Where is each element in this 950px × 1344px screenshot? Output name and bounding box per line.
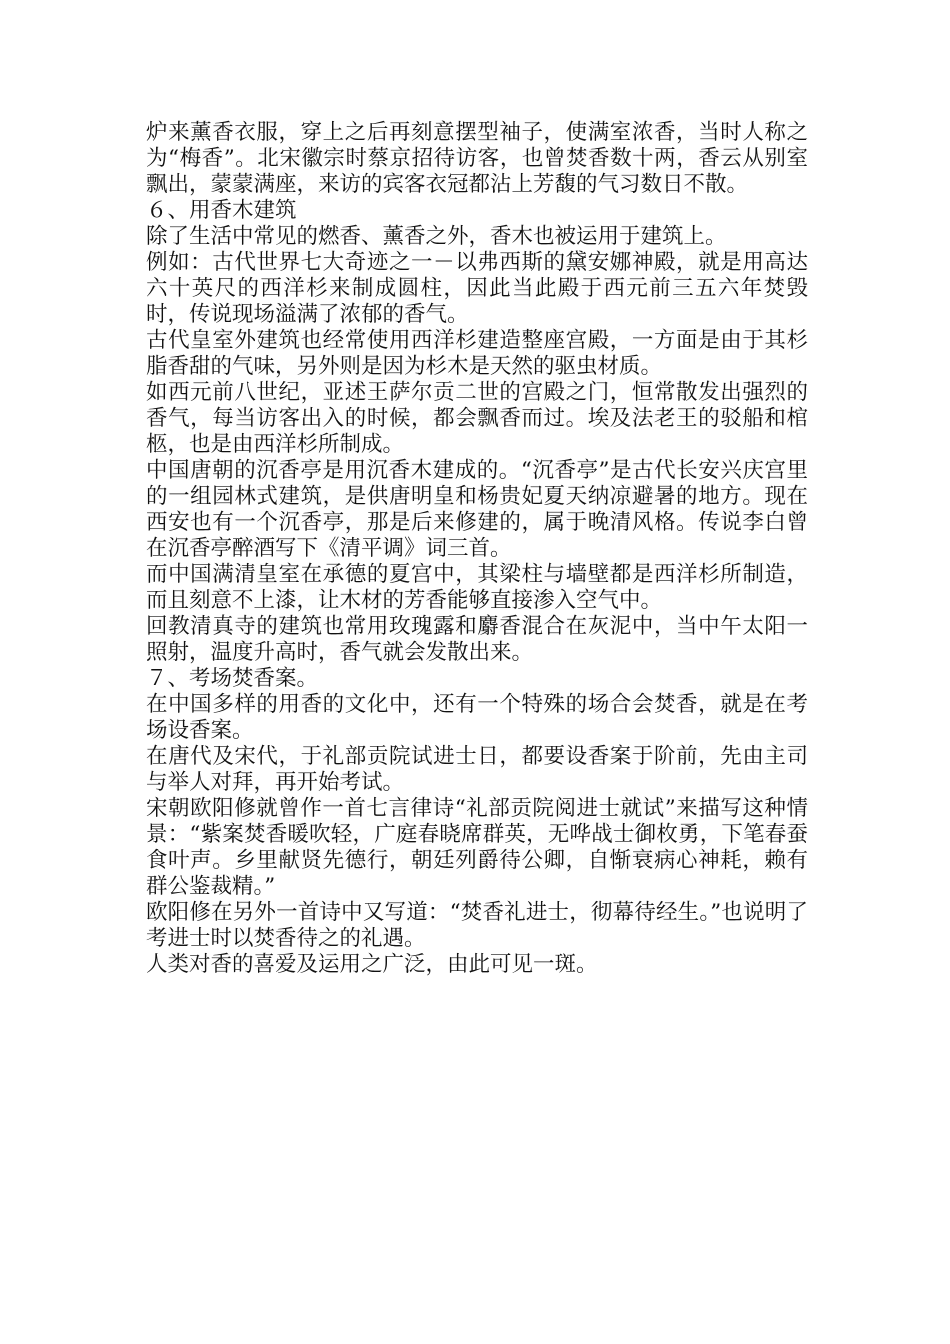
section-heading-wood-architecture: ６、用香木建筑: [146, 198, 297, 223]
paragraph-chenxiang-pavilion: 中国唐朝的沉香亭是用沉香木建成的。“沉香亭”是古代长安兴庆宫里的一组园林式建筑，是供唐明皇和杨贵妃夏天纳凉避暑的地方。现在西安也有一个沉香亭，那是后来修建的，属于晚清风格。传说李白曾在沉香亭醉酒写下《清平调》词三首。: [146, 458, 808, 561]
paragraph-assyria-egypt: 如西元前八世纪，亚述王萨尔贡二世的宫殿之门，恒常散发出强烈的香气，每当访客出入的时候，都会飘香而过。埃及法老王的驳船和棺柩，也是由西洋杉所制成。: [146, 380, 808, 457]
paragraph-ouyang-xiu-poem: 宋朝欧阳修就曾作一首七言律诗“礼部贡院阅进士就试”来描写这种情景：“紫案焚香暖吹轻，广庭春晓席群英，无哗战士御枚勇，下笔春蚕食叶声。乡里献贤先德行，朝廷列爵待公卿，自惭衰病心神耗，赖有群公鉴裁精。”: [146, 796, 808, 899]
paragraph-qing-summer-palace: 而中国满清皇室在承德的夏宫中，其梁柱与墙壁都是西洋杉所制造，而且刻意不上漆，让木材的芳香能够直接渗入空气中。: [146, 562, 808, 613]
paragraph-wood-intro: 除了生活中常见的燃香、薰香之外，香木也被运用于建筑上。: [146, 224, 727, 249]
paragraph-diana-temple: 例如：古代世界七大奇迹之一－以弗西斯的黛安娜神殿，就是用高达六十英尺的西洋杉来制成圆柱，因此当此殿于西元前三五六年焚毁时，传说现场溢满了浓郁的香气。: [146, 250, 808, 327]
paragraph-conclusion: 人类对香的喜爱及运用之广泛，由此可见一斑。: [146, 952, 598, 977]
paragraph-incense-clothing: 炉来薰香衣服，穿上之后再刻意摆型袖子，使满室浓香，当时人称之为“梅香”。北宋徽宗时蔡京招待访客，也曾焚香数十两，香云从别室飘出，蒙蒙满座，来访的宾客衣冠都沾上芳馥的气习数日不散。: [146, 120, 808, 197]
paragraph-ouyang-xiu-second-poem: 欧阳修在另外一首诗中又写道：“焚香礼进士，彻幕待经生。”也说明了考进士时以焚香待之的礼遇。: [146, 900, 808, 951]
section-heading-exam-incense: ７、考场焚香案。: [146, 666, 319, 691]
paragraph-tang-song-exams: 在唐代及宋代，于礼部贡院试进士日，都要设香案于阶前，先由主司与举人对拜，再开始考试。: [146, 744, 808, 795]
paragraph-mosque: 回教清真寺的建筑也常用玫瑰露和麝香混合在灰泥中，当中午太阳一照射，温度升高时，香气就会发散出来。: [146, 614, 808, 665]
paragraph-exam-intro: 在中国多样的用香的文化中，还有一个特殊的场合会焚香，就是在考场设香案。: [146, 692, 808, 743]
document-body: [146, 120, 808, 978]
paragraph-royal-palaces: 古代皇室外建筑也经常使用西洋杉建造整座宫殿，一方面是由于其杉脂香甜的气味，另外则是因为杉木是天然的驱虫材质。: [146, 328, 808, 379]
